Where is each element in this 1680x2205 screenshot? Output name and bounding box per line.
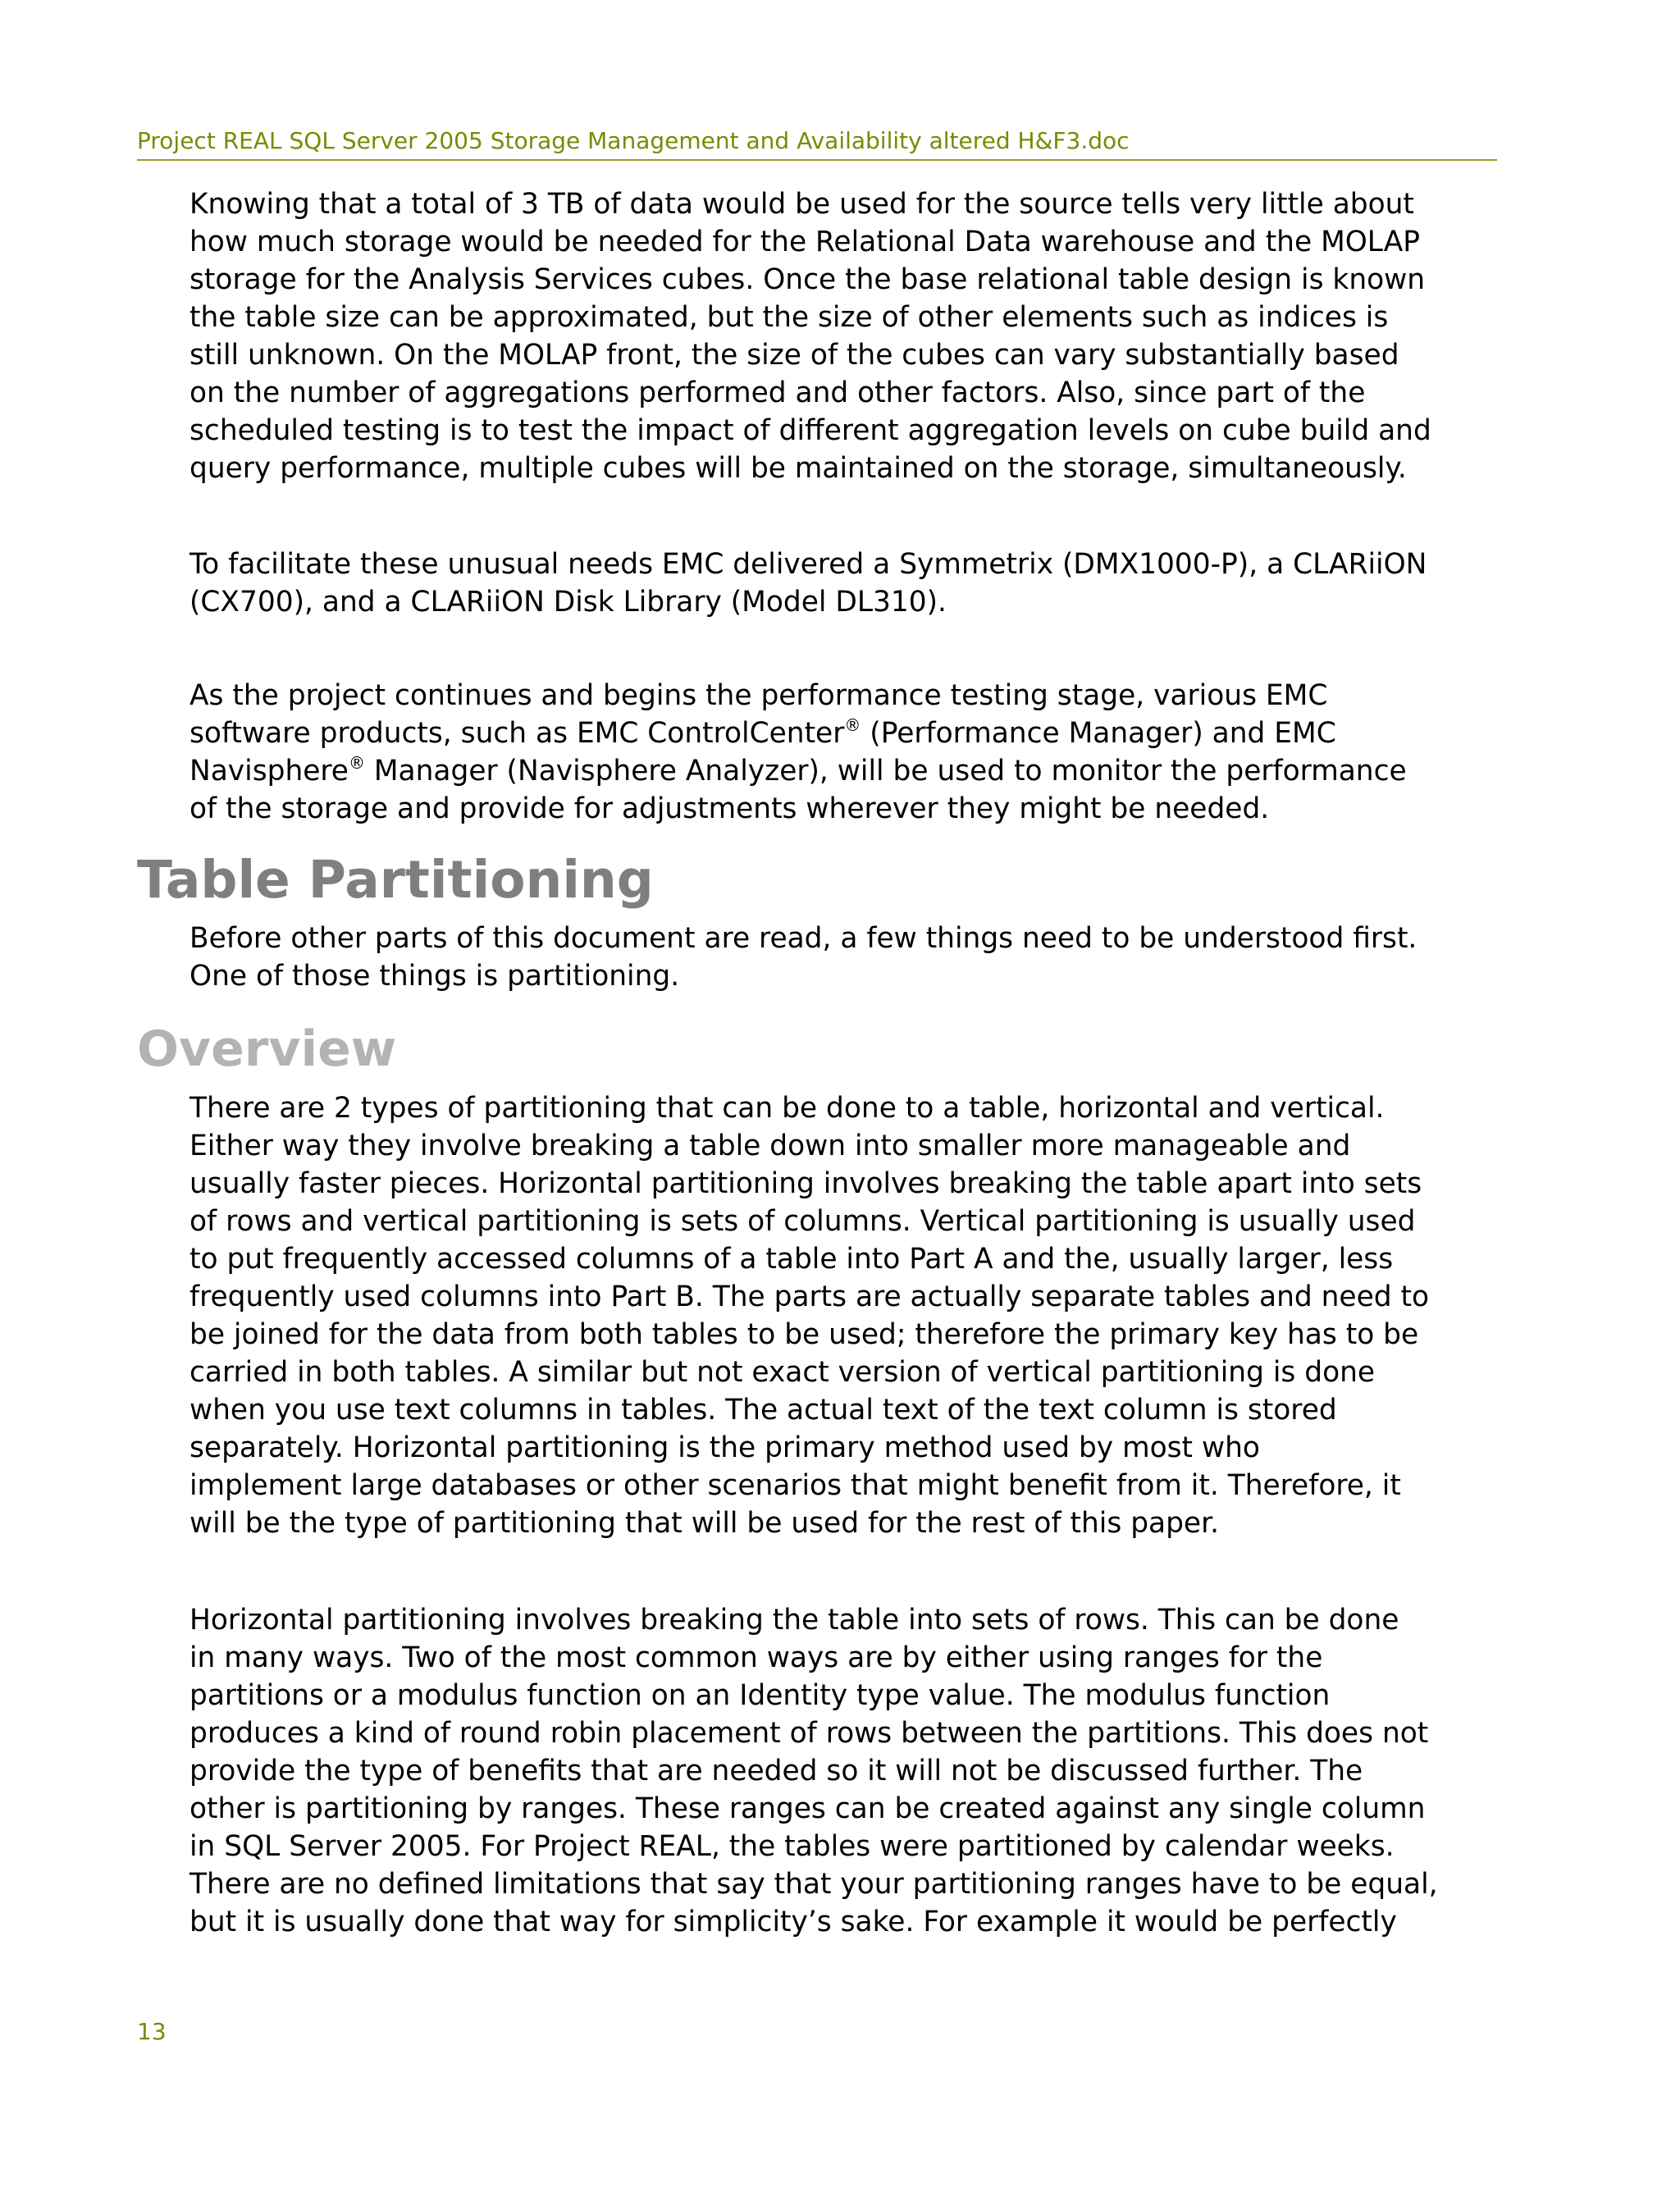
- body-paragraph: Before other parts of this document are read, a few things need to be understood first. One of those things is partitioning.: [189, 922, 1418, 993]
- registered-mark: ®: [348, 753, 365, 773]
- body-paragraph: There are 2 types of partitioning that can be done to a table, horizontal and vertical. Either way they involve breaking a table down into smaller more manageable and usually faster pieces. Horizontal partitioning involves breaking the table apart into sets of rows and vertical partitioning is sets of columns. Vertical partitioning is usually used to put frequently accessed columns of a table into Part A and the, usually larger, less frequently used columns into Part B. The parts are actually separate tables and need to be joined for the data from both tables to be used; therefore the primary key has to be carried in both tables. A similar but not exact version of vertical partitioning is done when you use text columns in tables. The actual text of the text column is stored separately. Horizontal partitioning is the primary method used by most who implement large databases or other scenarios that might benefit from it. Therefore, it will be the type of partitioning that will be used for the rest of this paper.: [189, 1092, 1430, 1540]
- paragraph-storage-needs: [189, 185, 1502, 487]
- text-run: Manager (Navisphere Analyzer), will be used to monitor the performance of the storage and provide for adjustments wherever they might be needed.: [189, 755, 1407, 825]
- heading-table-partitioning: Table Partitioning: [137, 850, 654, 910]
- page-header: [137, 126, 1497, 161]
- body-paragraph: To facilitate these unusual needs EMC delivered a Symmetrix (DMX1000-P), a CLARiiON (CX700), and a CLARiiON Disk Library (Model DL310).: [189, 548, 1427, 619]
- paragraph-horizontal-partitioning: [189, 1601, 1502, 1941]
- body-paragraph: [189, 677, 1502, 828]
- paragraph-emc-delivery: [189, 546, 1502, 621]
- text-run: (Performance Manager) and EMC Navisphere: [189, 717, 1336, 788]
- body-paragraph: Horizontal partitioning involves breaking the table into sets of rows. This can be done in many ways. Two of the most common ways are by either using ranges for the partitions or a modulus function on an Identity type value. The modulus function produces a kind of round robin placement of rows between the partitions. This does not provide the type of benefits that are needed so it will not be discussed further. The other is partitioning by ranges. These ranges can be created against any single column in SQL Server 2005. For Project REAL, the tables were partitioned by calendar weeks. There are no defined limitations that say that your partitioning ranges have to be equal, but it is usually done that way for simplicity’s sake. For example it would be perfectly: [189, 1604, 1438, 1938]
- body-paragraph: Knowing that a total of 3 TB of data would be used for the source tells very little about how much storage would be needed for the Relational Data warehouse and the MOLAP storage for the Analysis Services cubes. Once the base relational table design is known the table size can be approximated, but the size of other elements such as indices is still unknown. On the MOLAP front, the size of the cubes can vary substantially based on the number of aggregations performed and other factors. Also, since part of the scheduled testing is to test the impact of different aggregation levels on cube build and query performance, multiple cubes will be maintained on the storage, simultaneously.: [189, 188, 1431, 485]
- text-run: As the project continues and begins the performance testing stage, various EMC software products, such as EMC ControlCenter: [189, 679, 1328, 750]
- page-number: 13: [137, 2018, 167, 2045]
- document-title: Project REAL SQL Server 2005 Storage Management and Availability altered H&F3.doc: [137, 127, 1130, 154]
- registered-mark: ®: [844, 715, 861, 735]
- paragraph-partitioning-types: [189, 1089, 1502, 1542]
- paragraph-emc-software: [189, 677, 1502, 828]
- heading-overview: Overview: [137, 1020, 397, 1078]
- paragraph-intro-partitioning: [189, 920, 1502, 995]
